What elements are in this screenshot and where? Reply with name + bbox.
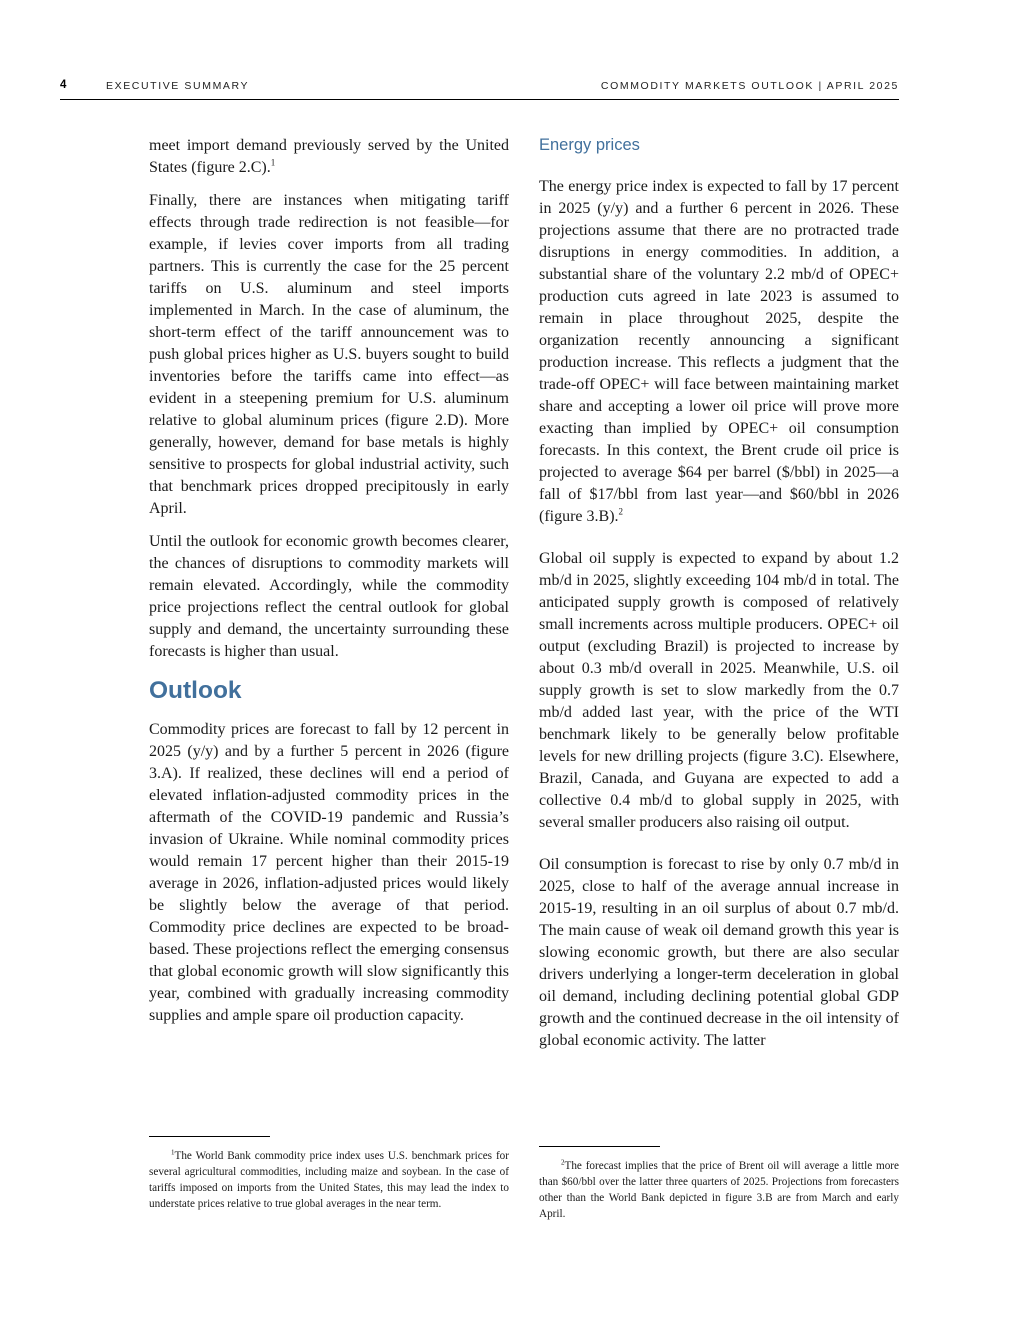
paragraph: Global oil supply is expected to expand by about 1.2 mb/d in 2025, slightly exceeding 104 mb/d in total. The anticipated supply growth is composed of relatively small increments across multiple producers. OPEC+ oil output (excluding Brazil) is projected to increase by about 0.3 mb/d overall in 2025. Meanwhile, U.S. oil supply growth is set to slow markedly from the 0.7 mb/d added last year, with the price of the WTI benchmark likely to be generally below profitable levels for new drilling projects (figure 3.C). Elsewhere, Brazil, Canada, and Guyana are expected to add a collective 0.4 mb/d to global supply in 2025, with several smaller producers also raising oil output. <box>539 550 899 831</box>
running-header <box>60 79 899 100</box>
paragraph: The energy price index is expected to fall by 17 percent in 2025 (y/y) and a further 6 percent in 2026. These projections assume that there are no protracted trade disruptions in energy commodities. In addition, a substantial share of the voluntary 2.2 mb/d of OPEC+ production cuts agreed in late 2023 is assumed to remain in place throughout 2025, despite the organization recently announcing a significant production increase. This reflects a judgment that the trade-off OPEC+ will face between maintaining market share and accepting a lower oil price will prove more exacting than implied by OPEC+ oil consumption forecasts. In this context, the Brent crude oil price is projected to average $64 per barrel ($/bbl) in 2025—a fall of $17/bbl from last year—and $60/bbl in 2026 (figure 3.B).$^2$ <box>539 178 899 525</box>
footnote-2: $^2$The forecast implies that the price of Brent oil will average a little more than $60/bbl over the latter three quarters of 2025. Projections from forecasters other than the World Bank depicted in figure 3.B are from March and early April. <box>539 1158 899 1220</box>
paragraph: Until the outlook for economic growth becomes clearer, the chances of disruptions to commodity markets will remain elevated. Accordingly, while the commodity price projections reflect the central outlook for global supply and demand, the uncertainty surrounding these forecasts is higher than usual. <box>149 533 509 660</box>
right-column <box>539 135 899 1072</box>
footnote-divider <box>539 1146 660 1147</box>
page-number: 4 <box>60 79 67 91</box>
left-column <box>149 135 509 1038</box>
report-title: COMMODITY MARKETS OUTLOOK | APRIL 2025 <box>600 80 899 92</box>
footnote-1: $^1$The World Bank commodity price index uses U.S. benchmark prices for several agricultural commodities, including maize and soybean. In the case of tariffs imposed on imports from the United States, this may lead the index to understate prices relative to true global averages in the near term. <box>149 1148 509 1210</box>
footnote-ref[interactable]: 1 <box>270 157 276 168</box>
footnote-divider <box>149 1136 270 1137</box>
outlook-heading: Outlook <box>149 677 242 704</box>
energy-prices-heading: Energy prices <box>539 136 640 154</box>
footnote-ref[interactable]: 2 <box>618 506 624 517</box>
section-title: EXECUTIVE SUMMARY <box>106 80 250 92</box>
paragraph: meet import demand previously served by the United States (figure 2.C).$^1$ <box>149 137 509 176</box>
paragraph: Oil consumption is forecast to rise by only 0.7 mb/d in 2025, close to half of the average annual increase in 2015-19, resulting in an oil surplus of about 0.7 mb/d. The main cause of weak oil demand growth this year is slowing economic growth, but there are also secular drivers underlying a longer-term deceleration in global oil demand, including declining potential global GDP growth and the continued decrease in the oil intensity of global economic activity. The latter <box>539 856 899 1049</box>
paragraph: Commodity prices are forecast to fall by 12 percent in 2025 (y/y) and by a further 5 percent in 2026 (figure 3.A). If realized, these declines will end a period of elevated inflation-adjusted commodity prices in the aftermath of the COVID-19 pandemic and Russia’s invasion of Ukraine. While nominal commodity prices would remain 17 percent higher than their 2015-19 average in 2026, inflation-adjusted prices would likely be slightly below the average of that period. Commodity price declines are expected to be broad-based. These projections reflect the emerging consensus that global economic growth will slow significantly this year, combined with gradually increasing commodity supplies and ample spare oil production capacity. <box>149 721 509 1024</box>
paragraph: Finally, there are instances when mitigating tariff effects through trade redirection is not feasible—for example, if levies cover imports from all trading partners. This is currently the case for the 25 percent tariffs on U.S. aluminum and steel imports implemented in March. In the case of aluminum, the short-term effect of the tariff announcement was to push global prices higher as U.S. buyers sought to build inventories before the tariffs came into effect—as evident in a steepening premium for U.S. aluminum relative to global aluminum prices (figure 2.D). More generally, however, demand for base metals is highly sensitive to prospects for global industrial activity, such that benchmark prices dropped precipitously in early April. <box>149 192 509 517</box>
